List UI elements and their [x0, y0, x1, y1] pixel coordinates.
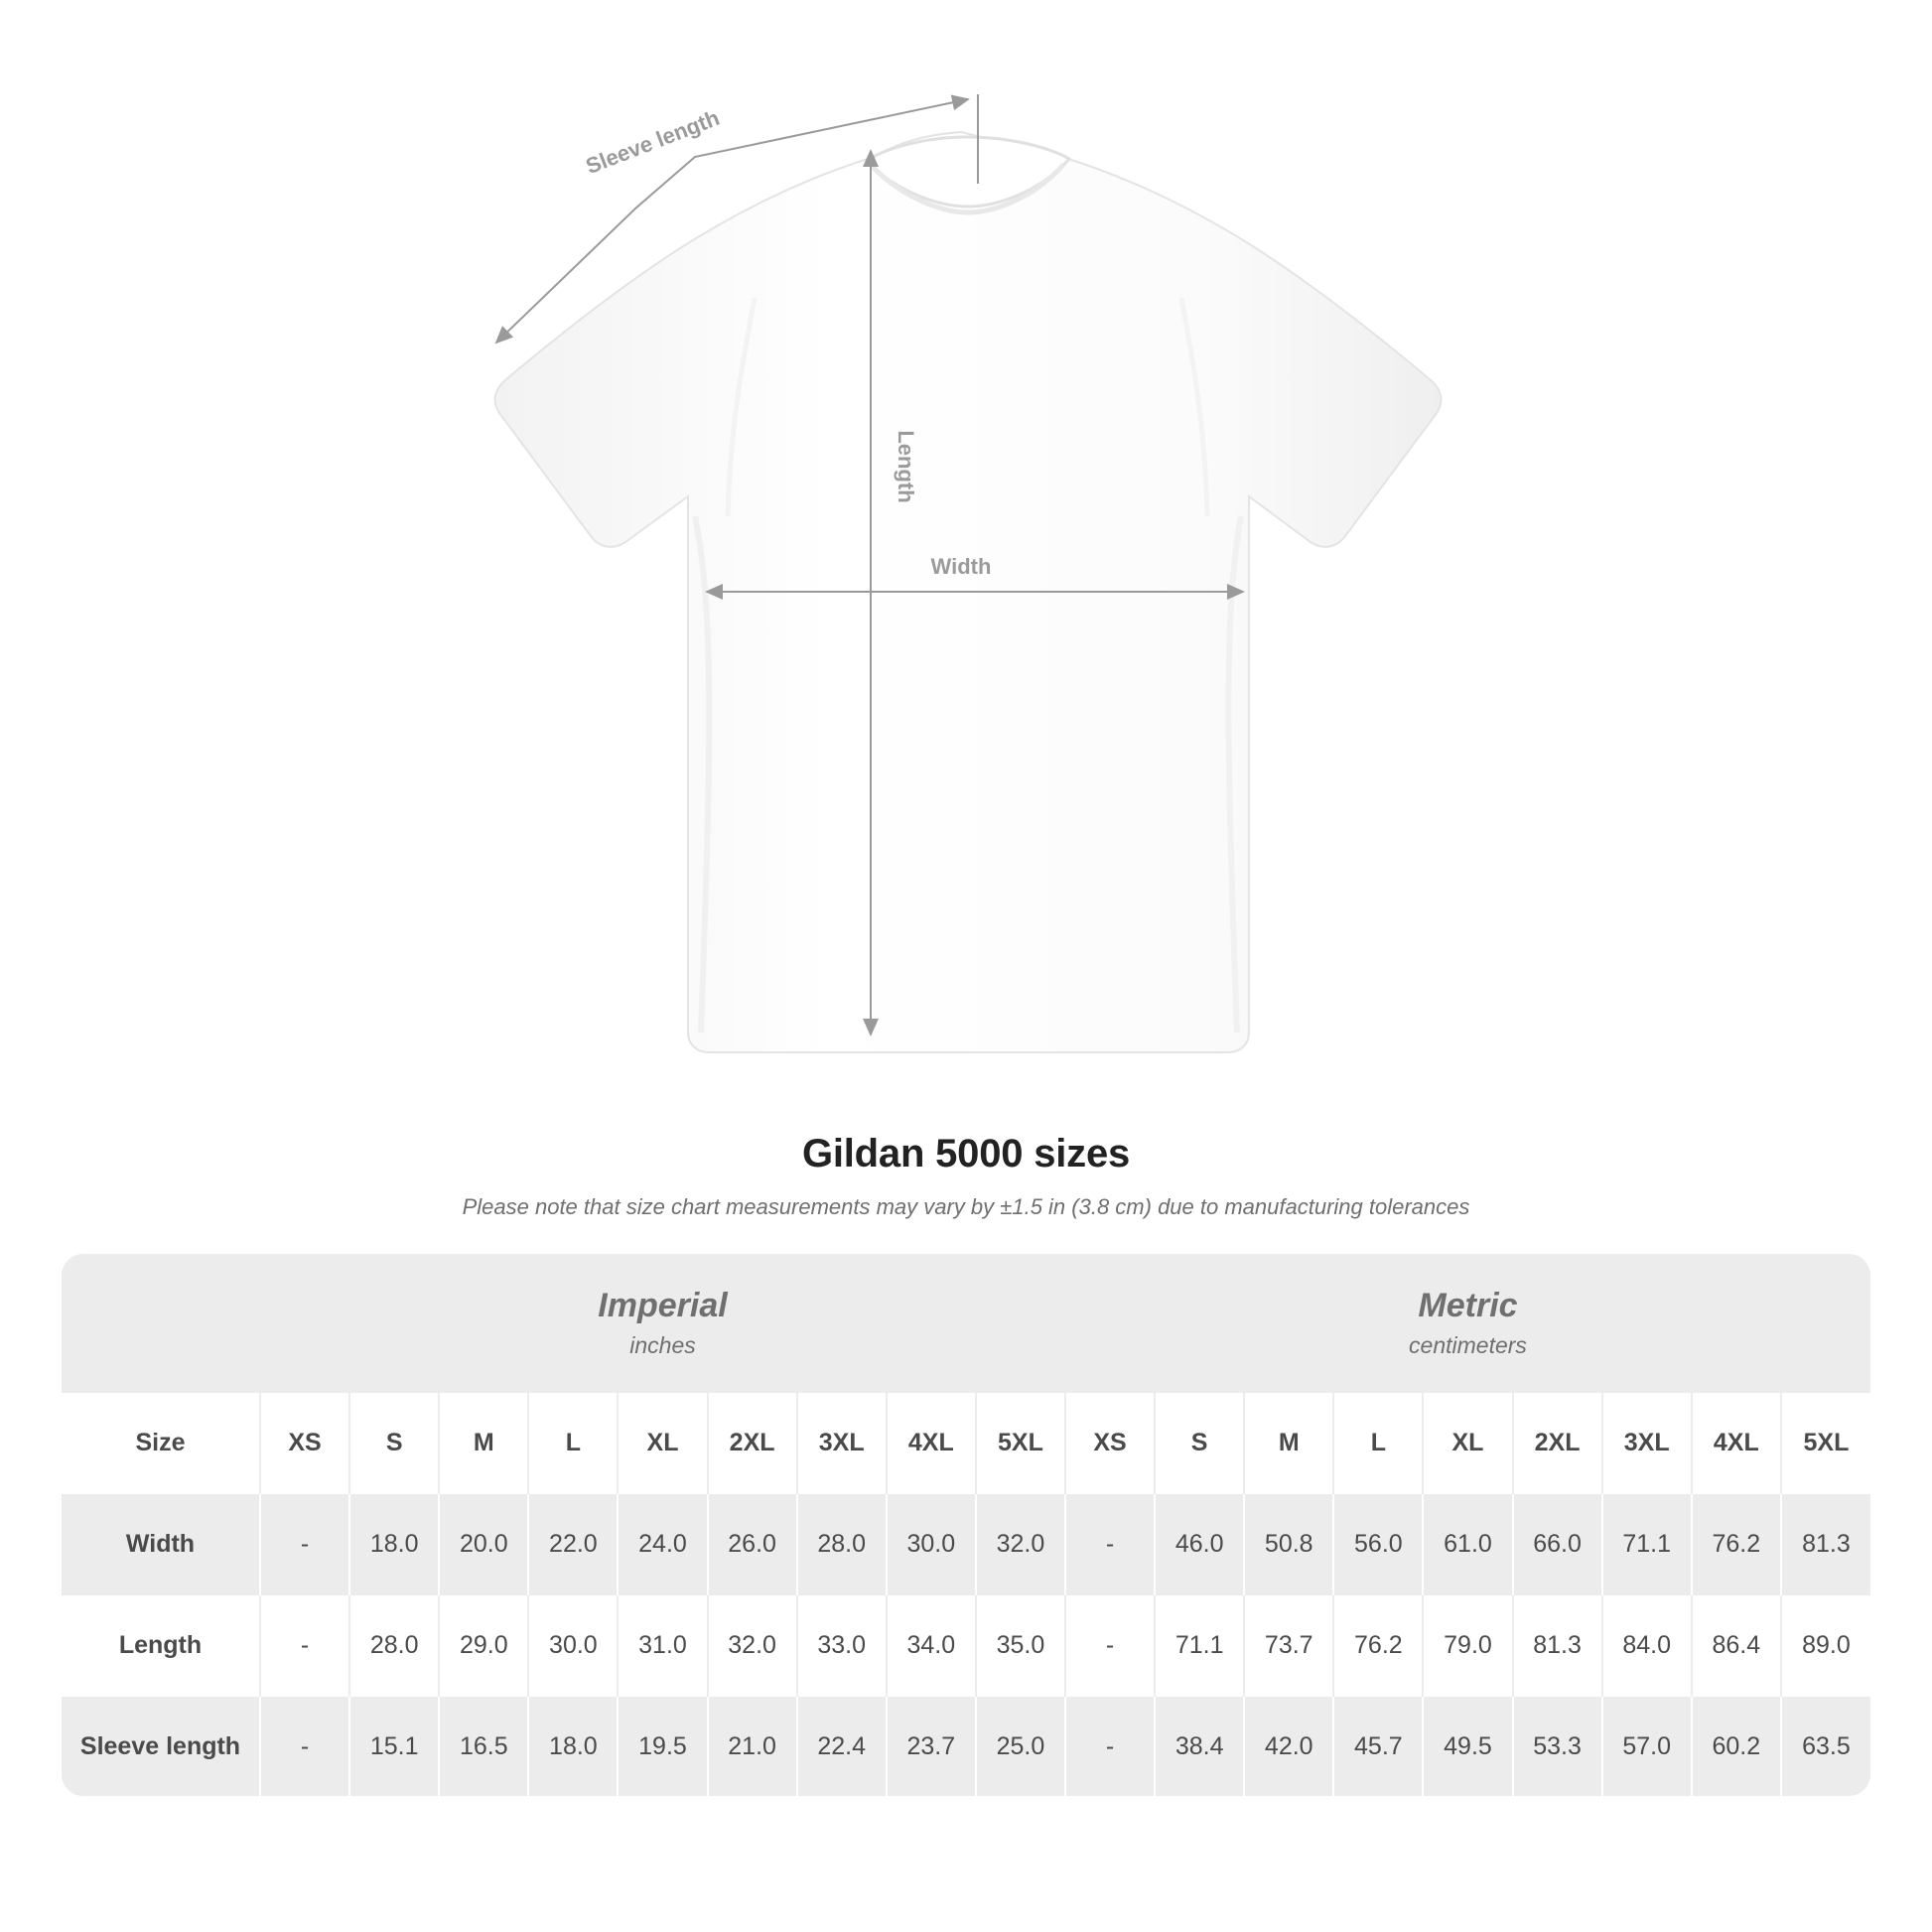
cell-length-imperial-2xl: 32.0	[708, 1594, 797, 1696]
header-metric-xl: XL	[1423, 1393, 1512, 1493]
cell-length-metric-4xl: 86.4	[1692, 1594, 1781, 1696]
size-table-wrapper	[62, 1254, 1870, 1796]
header-metric-3xl: 3XL	[1602, 1393, 1692, 1493]
cell-width-imperial-l: 22.0	[528, 1493, 618, 1594]
cell-sleeve-metric-s: 38.4	[1155, 1696, 1244, 1796]
cell-sleeve-imperial-2xl: 21.0	[708, 1696, 797, 1796]
header-imperial-2xl: 2XL	[708, 1393, 797, 1493]
cell-length-metric-5xl: 89.0	[1781, 1594, 1870, 1696]
width-label: Width	[930, 554, 992, 579]
cell-length-imperial-l: 30.0	[528, 1594, 618, 1696]
header-metric-2xl: 2XL	[1513, 1393, 1602, 1493]
unit-imperial-name: Imperial	[598, 1286, 728, 1324]
cell-sleeve-metric-3xl: 57.0	[1602, 1696, 1692, 1796]
unit-metric-name: Metric	[1418, 1286, 1518, 1324]
cell-length-metric-l: 76.2	[1333, 1594, 1423, 1696]
sleeve-length-label: Sleeve length	[582, 104, 724, 180]
cell-sleeve-metric-4xl: 60.2	[1692, 1696, 1781, 1796]
cell-sleeve-metric-2xl: 53.3	[1513, 1696, 1602, 1796]
header-imperial-4xl: 4XL	[887, 1393, 976, 1493]
cell-width-metric-l: 56.0	[1333, 1493, 1423, 1594]
unit-imperial-cell	[260, 1254, 1065, 1393]
cell-length-metric-xs: -	[1065, 1594, 1155, 1696]
cell-width-imperial-2xl: 26.0	[708, 1493, 797, 1594]
header-metric-5xl: 5XL	[1781, 1393, 1870, 1493]
unit-metric-cell	[1065, 1254, 1870, 1393]
cell-length-metric-2xl: 81.3	[1513, 1594, 1602, 1696]
cell-length-imperial-5xl: 35.0	[976, 1594, 1065, 1696]
cell-width-imperial-4xl: 30.0	[887, 1493, 976, 1594]
cell-width-metric-xl: 61.0	[1423, 1493, 1512, 1594]
header-imperial-xl: XL	[618, 1393, 707, 1493]
cell-length-imperial-3xl: 33.0	[797, 1594, 887, 1696]
tolerance-note: Please note that size chart measurements may vary by ±1.5 in (3.8 cm) due to manufacturing tolerances	[462, 1194, 1470, 1219]
cell-width-metric-2xl: 66.0	[1513, 1493, 1602, 1594]
cell-sleeve-metric-l: 45.7	[1333, 1696, 1423, 1796]
table-row	[62, 1594, 1870, 1696]
table-row	[62, 1493, 1870, 1594]
cell-sleeve-imperial-5xl: 25.0	[976, 1696, 1065, 1796]
header-imperial-l: L	[528, 1393, 618, 1493]
cell-width-imperial-s: 18.0	[349, 1493, 439, 1594]
cell-length-imperial-m: 29.0	[439, 1594, 528, 1696]
cell-length-metric-3xl: 84.0	[1602, 1594, 1692, 1696]
cell-length-imperial-4xl: 34.0	[887, 1594, 976, 1696]
cell-sleeve-imperial-l: 18.0	[528, 1696, 618, 1796]
header-metric-l: L	[1333, 1393, 1423, 1493]
unit-metric-sub: centimeters	[1409, 1332, 1527, 1359]
cell-sleeve-imperial-xs: -	[260, 1696, 349, 1796]
header-metric-xs: XS	[1065, 1393, 1155, 1493]
header-imperial-3xl: 3XL	[797, 1393, 887, 1493]
row-label-sleeve-length: Sleeve length	[62, 1696, 260, 1796]
units-blank-cell	[62, 1254, 260, 1393]
header-metric-m: M	[1244, 1393, 1333, 1493]
header-imperial-s: S	[349, 1393, 439, 1493]
cell-sleeve-imperial-m: 16.5	[439, 1696, 528, 1796]
cell-length-imperial-s: 28.0	[349, 1594, 439, 1696]
cell-sleeve-metric-xl: 49.5	[1423, 1696, 1512, 1796]
cell-sleeve-imperial-s: 15.1	[349, 1696, 439, 1796]
cell-length-metric-m: 73.7	[1244, 1594, 1333, 1696]
units-header-row	[62, 1254, 1870, 1393]
header-imperial-xs: XS	[260, 1393, 349, 1493]
cell-width-imperial-xs: -	[260, 1493, 349, 1594]
row-label-length: Length	[62, 1594, 260, 1696]
cell-length-imperial-xl: 31.0	[618, 1594, 707, 1696]
cell-width-imperial-3xl: 28.0	[797, 1493, 887, 1594]
size-label-cell: Size	[62, 1393, 260, 1493]
cell-width-metric-3xl: 71.1	[1602, 1493, 1692, 1594]
length-label: Length	[894, 430, 918, 503]
cell-sleeve-metric-m: 42.0	[1244, 1696, 1333, 1796]
table-row	[62, 1696, 1870, 1796]
cell-width-imperial-xl: 24.0	[618, 1493, 707, 1594]
cell-width-imperial-m: 20.0	[439, 1493, 528, 1594]
page-title: Gildan 5000 sizes	[801, 1132, 1131, 1175]
header-metric-4xl: 4XL	[1692, 1393, 1781, 1493]
cell-sleeve-imperial-4xl: 23.7	[887, 1696, 976, 1796]
cell-sleeve-imperial-xl: 19.5	[618, 1696, 707, 1796]
cell-width-metric-4xl: 76.2	[1692, 1493, 1781, 1594]
header-imperial-m: M	[439, 1393, 528, 1493]
cell-sleeve-imperial-3xl: 22.4	[797, 1696, 887, 1796]
size-table	[62, 1254, 1870, 1796]
cell-length-metric-xl: 79.0	[1423, 1594, 1512, 1696]
cell-width-metric-xs: -	[1065, 1493, 1155, 1594]
cell-sleeve-metric-xs: -	[1065, 1696, 1155, 1796]
cell-sleeve-metric-5xl: 63.5	[1781, 1696, 1870, 1796]
header-imperial-5xl: 5XL	[976, 1393, 1065, 1493]
row-label-width: Width	[62, 1493, 260, 1594]
header-metric-s: S	[1155, 1393, 1244, 1493]
unit-imperial-sub: inches	[629, 1332, 696, 1359]
title-block	[0, 1132, 1932, 1220]
cell-width-metric-5xl: 81.3	[1781, 1493, 1870, 1594]
cell-length-metric-s: 71.1	[1155, 1594, 1244, 1696]
cell-width-imperial-5xl: 32.0	[976, 1493, 1065, 1594]
cell-length-imperial-xs: -	[260, 1594, 349, 1696]
cell-width-metric-s: 46.0	[1155, 1493, 1244, 1594]
size-header-row	[62, 1393, 1870, 1493]
cell-width-metric-m: 50.8	[1244, 1493, 1333, 1594]
